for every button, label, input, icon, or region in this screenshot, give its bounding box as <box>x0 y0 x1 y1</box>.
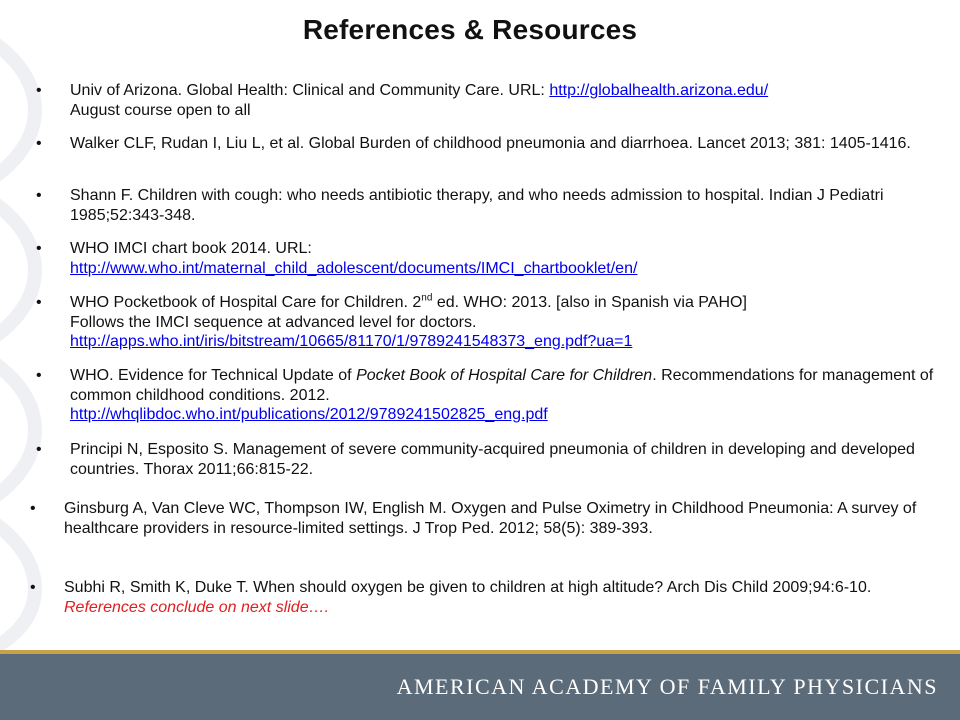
reference-link[interactable]: http://apps.who.int/iris/bitstream/10665/81170/1/9789241548373_eng.pdf?ua=1 <box>70 333 633 350</box>
reference-item <box>36 186 940 225</box>
reference-text: Follows the IMCI sequence at advanced level for doctors. <box>70 313 477 331</box>
reference-item <box>36 366 940 425</box>
bullet: • <box>36 441 42 458</box>
page-title: References & Resources <box>302 14 638 45</box>
reference-text: Principi N, Esposito S. Management of severe community-acquired pneumonia of children in developing and developed countries. Thorax 2011;66:815-22. <box>70 441 915 478</box>
bullet: • <box>36 82 42 99</box>
bullet: • <box>36 367 42 384</box>
bullet: • <box>30 500 36 517</box>
reference-note-text: August course open to all <box>70 101 251 119</box>
reference-item <box>30 499 934 538</box>
bullet: • <box>36 135 42 152</box>
reference-text: Subhi R, Smith K, Duke T. When should oxygen be given to children at high altitude? Arch Dis Child 2009;94:6-10. <box>64 579 872 596</box>
superscript: nd <box>421 292 433 304</box>
reference-link[interactable]: http://globalhealth.arizona.edu/ <box>549 82 769 99</box>
footer-org-name: AMERICAN ACADEMY OF FAMILY PHYSICIANS <box>396 674 938 699</box>
reference-text: Ginsburg A, Van Cleve WC, Thompson IW, English M. Oxygen and Pulse Oximetry in Childhood Pneumonia: A survey of healthcare providers in resource-limited settings. J Trop Ped. 2012; 58(5): 389-393. <box>64 500 917 537</box>
reference-item <box>36 81 940 120</box>
reference-text: Walker CLF, Rudan I, Liu L, et al. Global Burden of childhood pneumonia and diarrhoea. Lancet 2013; 381: 1405-1416. <box>70 135 911 152</box>
bullet: • <box>30 579 36 596</box>
reference-text: Univ of Arizona. Global Health: Clinical and Community Care. URL: <box>70 82 550 99</box>
reference-text: WHO IMCI chart book 2014. URL: <box>70 240 312 257</box>
continuation-note: References conclude on next slide…. <box>64 598 330 616</box>
reference-text: WHO Pocketbook of Hospital Care for Children. 2 <box>70 294 422 311</box>
reference-text: . Recommendations for management of common childhood conditions. 2012. <box>70 367 934 404</box>
reference-item <box>36 292 940 352</box>
reference-link[interactable]: http://www.who.int/maternal_child_adolescent/documents/IMCI_chartbooklet/en/ <box>70 259 638 277</box>
bullet: • <box>36 294 42 311</box>
reference-text: Shann F. Children with cough: who needs antibiotic therapy, and who needs admission to hospital. Indian J Pediatri 1985;52:343-348. <box>70 187 884 224</box>
reference-text: ed. WHO: 2013. [also in Spanish via PAHO] <box>432 294 747 311</box>
reference-item <box>36 134 940 154</box>
book-title: Pocket Book of Hospital Care for Children <box>356 367 653 384</box>
reference-item <box>30 578 934 617</box>
reference-link[interactable]: http://whqlibdoc.who.int/publications/2012/9789241502825_eng.pdf <box>70 406 548 423</box>
footer-bar <box>0 650 960 720</box>
bullet: • <box>36 187 42 204</box>
reference-item <box>36 239 940 278</box>
bullet: • <box>36 240 42 257</box>
footer-accent-line <box>0 650 960 654</box>
reference-item <box>36 440 940 479</box>
reference-text: WHO. Evidence for Technical Update of <box>70 367 357 384</box>
